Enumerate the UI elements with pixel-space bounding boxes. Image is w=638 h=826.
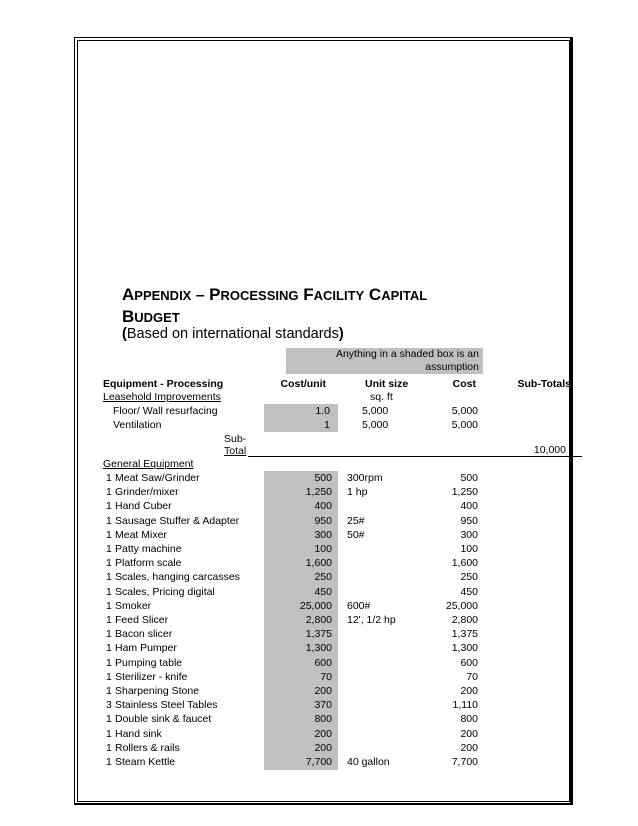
equipment-item: Double sink & faucet	[115, 713, 212, 726]
equipment-qty: 1	[106, 585, 112, 598]
equipment-cost: 500	[460, 472, 478, 484]
equipment-cost: 600	[460, 656, 478, 669]
equipment-item: Bacon slicer	[115, 628, 173, 641]
equipment-item: Sterilizer - knife	[115, 670, 188, 683]
equipment-cost: 950	[460, 514, 478, 527]
equipment-qty: 1	[106, 713, 112, 726]
equipment-qty: 1	[106, 557, 112, 570]
equipment-cost-unit: 800	[314, 713, 332, 726]
equipment-item: Steam Kettle	[115, 756, 176, 768]
equipment-size: 1 hp	[347, 486, 368, 499]
header-equipment: Equipment - Processing	[103, 378, 224, 390]
equipment-item: Platform scale	[115, 557, 182, 570]
equipment-cost-unit: 200	[314, 741, 332, 754]
equipment-cost: 7,700	[451, 756, 478, 768]
equipment-cost-unit: 2,800	[305, 614, 332, 626]
equipment-cost: 1,300	[451, 642, 478, 655]
equipment-item: Meat Saw/Grinder	[115, 472, 200, 484]
equipment-cost-unit: 1,300	[305, 642, 332, 655]
equipment-qty: 1	[106, 741, 112, 754]
equipment-item: Scales, Pricing digital	[115, 585, 215, 598]
equipment-cost: 300	[460, 528, 478, 541]
equipment-qty: 1	[106, 528, 112, 541]
equipment-item: Hand sink	[115, 727, 162, 740]
equipment-item: Smoker	[115, 599, 152, 612]
page-subtitle: (Based on international standards)	[122, 326, 344, 342]
equipment-cost-unit: 400	[314, 500, 332, 513]
equipment-item: Patty machine	[115, 543, 182, 555]
equipment-cost: 2,800	[451, 614, 478, 626]
section-leasehold-title: Leasehold Improvements	[103, 391, 221, 403]
equipment-item: Sausage Stuffer & Adapter	[115, 514, 240, 527]
equipment-qty: 1	[106, 656, 112, 669]
equipment-cost-unit: 70	[320, 670, 332, 683]
equipment-cost: 400	[460, 500, 478, 513]
equipment-item: Hand Cuber	[115, 500, 172, 513]
equipment-qty: 1	[106, 628, 112, 641]
equipment-qty: 1	[106, 727, 112, 740]
equipment-item: Stainless Steel Tables	[115, 699, 218, 712]
equipment-qty: 1	[106, 543, 112, 555]
equipment-cost-unit: 950	[314, 514, 332, 527]
equipment-qty: 1	[106, 472, 112, 484]
assumption-note: Anything in a shaded box is an assumption	[286, 348, 483, 374]
equipment-cost-unit: 300	[314, 528, 332, 541]
equipment-cost: 450	[460, 585, 478, 598]
page-title	[122, 284, 427, 328]
title-line-1: APPENDIX – PROCESSING FACILITY CAPITAL	[122, 285, 428, 304]
equipment-item: Scales, hanging carcasses	[115, 571, 240, 584]
equipment-cost-unit: 25,000	[299, 599, 332, 612]
equipment-qty: 1	[106, 571, 112, 584]
equipment-size: 600#	[347, 599, 371, 612]
equipment-qty: 1	[106, 642, 112, 655]
equipment-cost: 100	[460, 543, 478, 555]
leasehold-cost-unit: 1	[324, 419, 330, 431]
equipment-item: Sharpening Stone	[115, 685, 200, 697]
equipment-size: 50#	[347, 528, 365, 541]
subtotal-value: 10,000	[533, 444, 566, 456]
title-line-2: BUDGET	[122, 307, 180, 326]
equipment-cost: 250	[460, 571, 478, 584]
leasehold-size: 5,000	[362, 405, 389, 417]
equipment-qty: 1	[106, 599, 112, 612]
equipment-qty: 1	[106, 486, 112, 499]
equipment-item: Pumping table	[115, 656, 183, 669]
equipment-cost-unit: 1,600	[305, 557, 332, 570]
equipment-cost: 1,600	[451, 557, 478, 570]
equipment-item: Meat Mixer	[115, 528, 167, 541]
equipment-size: 25#	[347, 514, 365, 527]
equipment-cost: 200	[460, 685, 478, 697]
equipment-qty: 1	[106, 670, 112, 683]
equipment-cost: 200	[460, 741, 478, 754]
equipment-cost-unit: 500	[314, 472, 332, 484]
subtotal-label-2: Total	[224, 445, 247, 457]
equipment-item: Grinder/mixer	[115, 486, 179, 499]
leasehold-cost: 5,000	[451, 419, 478, 431]
equipment-cost: 1,110	[452, 699, 478, 712]
equipment-cost-unit: 1,250	[305, 486, 332, 499]
equipment-cost: 200	[460, 727, 478, 740]
equipment-size: 40 gallon	[347, 756, 390, 768]
leasehold-item: Ventilation	[113, 419, 162, 431]
equipment-cost: 1,250	[451, 486, 478, 499]
page-border-shadow-bottom	[74, 803, 572, 805]
equipment-qty: 3	[106, 699, 112, 712]
equipment-qty: 1	[106, 614, 112, 626]
equipment-cost-unit: 1,375	[305, 628, 332, 641]
equipment-item: Rollers & rails	[115, 741, 180, 754]
equipment-cost-unit: 600	[314, 656, 332, 669]
equipment-cost-unit: 200	[314, 727, 332, 740]
leasehold-size: 5,000	[362, 419, 389, 431]
equipment-cost: 25,000	[445, 599, 478, 612]
equipment-item: Ham Pumper	[115, 642, 177, 655]
leasehold-cost-unit: 1.0	[315, 405, 330, 417]
equipment-cost: 800	[460, 713, 478, 726]
equipment-qty: 1	[106, 756, 112, 768]
equipment-size: 300rpm	[347, 472, 383, 484]
header-cost: Cost	[452, 378, 476, 390]
equipment-cost-unit: 370	[314, 699, 332, 712]
equipment-cost-unit: 100	[314, 543, 332, 555]
subtotal-label-1: Sub-	[224, 433, 247, 445]
page-border-shadow-right	[570, 37, 572, 805]
leasehold-item: Floor/ Wall resurfacing	[113, 405, 218, 417]
equipment-qty: 1	[106, 514, 112, 527]
equipment-item: Feed Slicer	[115, 614, 169, 626]
equipment-qty: 1	[106, 500, 112, 513]
equipment-cost-unit: 7,700	[305, 756, 332, 768]
header-subtotals: Sub-Totals	[517, 378, 571, 390]
leasehold-cost: 5,000	[451, 405, 478, 417]
equipment-qty: 1	[106, 685, 112, 697]
equipment-cost-unit: 250	[314, 571, 332, 584]
equipment-cost-unit: 450	[314, 585, 332, 598]
equipment-cost-unit: 200	[314, 685, 332, 697]
header-cost-unit: Cost/unit	[280, 378, 326, 390]
section-general-title: General Equipment	[103, 458, 194, 470]
equipment-size: 12', 1/2 hp	[347, 614, 396, 626]
header-unit-size: Unit size	[365, 378, 409, 390]
equipment-cost: 70	[466, 670, 478, 683]
unit-note-sqft: sq. ft	[370, 391, 393, 403]
equipment-cost: 1,375	[451, 628, 478, 641]
